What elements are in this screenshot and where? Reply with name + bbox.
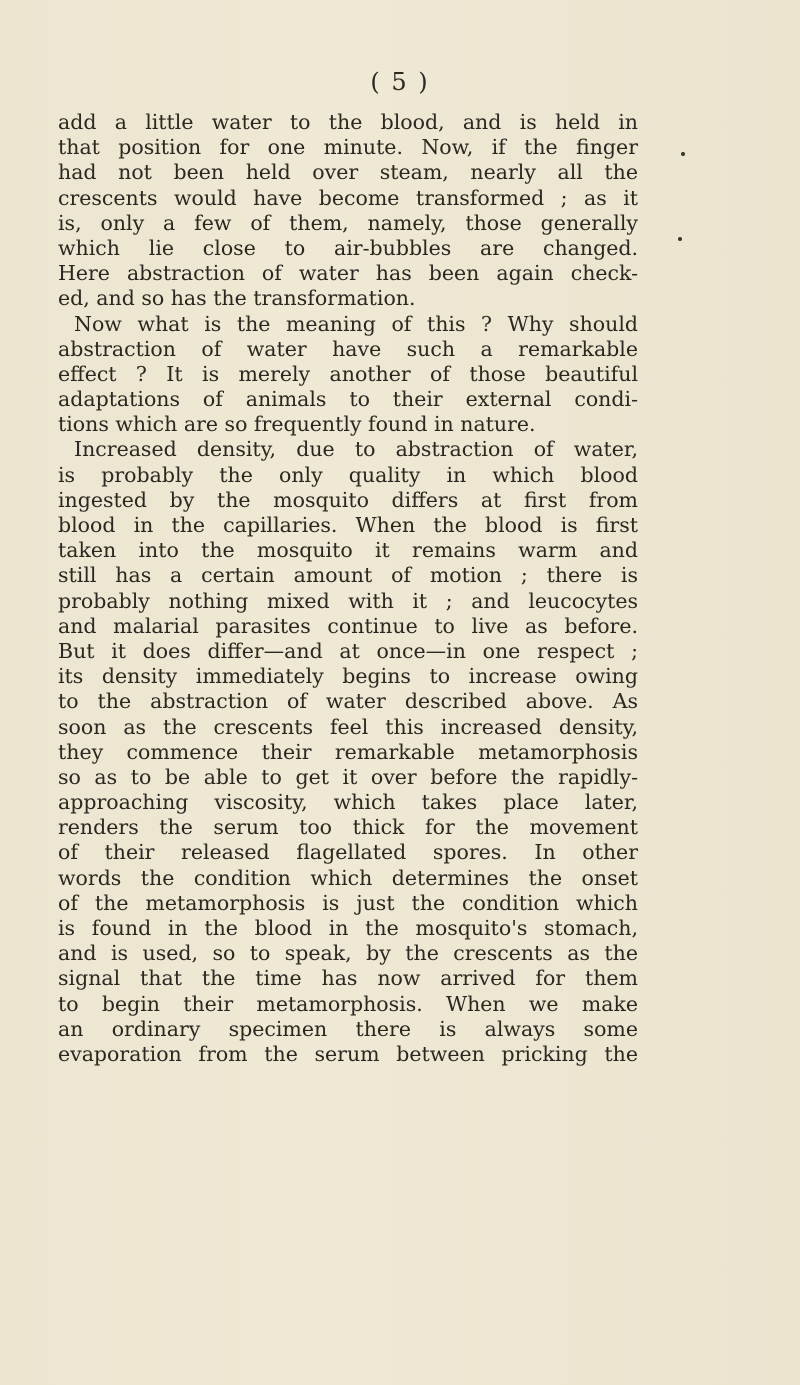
text-line: tions which are so frequently found in nature. (58, 412, 536, 437)
text-line: which lie close to air-bubbles are changed. (58, 235, 638, 260)
text-line: probably nothing mixed with it ; and leucocytes (58, 588, 638, 613)
text-line: an ordinary specimen there is always some (58, 1016, 638, 1041)
margin-speck (681, 152, 685, 156)
margin-speck (678, 237, 682, 241)
text-line: But it does differ—and at once—in one respect ; (58, 638, 638, 663)
text-line: ed, and so has the transformation. (58, 286, 416, 311)
text-line: renders the serum too thick for the movement (58, 815, 638, 840)
text-line: effect ? It is merely another of those beautiful (58, 361, 638, 386)
text-line: to begin their metamorphosis. When we make (58, 991, 638, 1016)
text-line: still has a certain amount of motion ; there is (58, 563, 638, 588)
text-line: is, only a few of them, namely, those generally (58, 210, 638, 235)
text-line: of the metamorphosis is just the condition which (58, 890, 638, 915)
body-text (58, 110, 638, 1067)
text-line: had not been held over steam, nearly all the (58, 160, 638, 185)
text-line: ingested by the mosquito differs at first from (58, 487, 638, 512)
text-line: to the abstraction of water described above. As (58, 689, 638, 714)
text-line: its density immediately begins to increase owing (58, 664, 638, 689)
text-line: taken into the mosquito it remains warm and (58, 538, 638, 563)
text-line: of their released flagellated spores. In other (58, 840, 638, 865)
text-line: is probably the only quality in which blood (58, 462, 638, 487)
text-line: Now what is the meaning of this ? Why should (74, 311, 638, 336)
text-line: is found in the blood in the mosquito's stomach, (58, 916, 638, 940)
text-line: add a little water to the blood, and is held in (58, 110, 638, 134)
text-line: words the condition which determines the onset (58, 865, 638, 890)
text-line: Here abstraction of water has been again check- (58, 261, 638, 286)
text-line: evaporation from the serum between pricking the (58, 1041, 638, 1066)
text-line: signal that the time has now arrived for them (58, 966, 638, 991)
text-line: so as to be able to get it over before the rapidly- (58, 764, 638, 789)
text-line: adaptations of animals to their external condi- (58, 387, 638, 412)
text-line: and is used, so to speak, by the crescents as the (58, 941, 638, 966)
page-number: ( 5 ) (370, 68, 430, 96)
text-line: abstraction of water have such a remarkable (58, 336, 638, 361)
text-line: and malarial parasites continue to live as before. (58, 613, 638, 638)
text-line: that position for one minute. Now, if the finger (58, 135, 638, 160)
text-line: they commence their remarkable metamorphosis (58, 739, 638, 764)
text-line: blood in the capillaries. When the blood is first (58, 513, 638, 537)
text-line: soon as the crescents feel this increased density, (58, 714, 638, 739)
text-line: Increased density, due to abstraction of water, (74, 437, 638, 462)
text-line: approaching viscosity, which takes place later, (58, 790, 638, 815)
text-line: crescents would have become transformed ; as it (58, 185, 638, 210)
